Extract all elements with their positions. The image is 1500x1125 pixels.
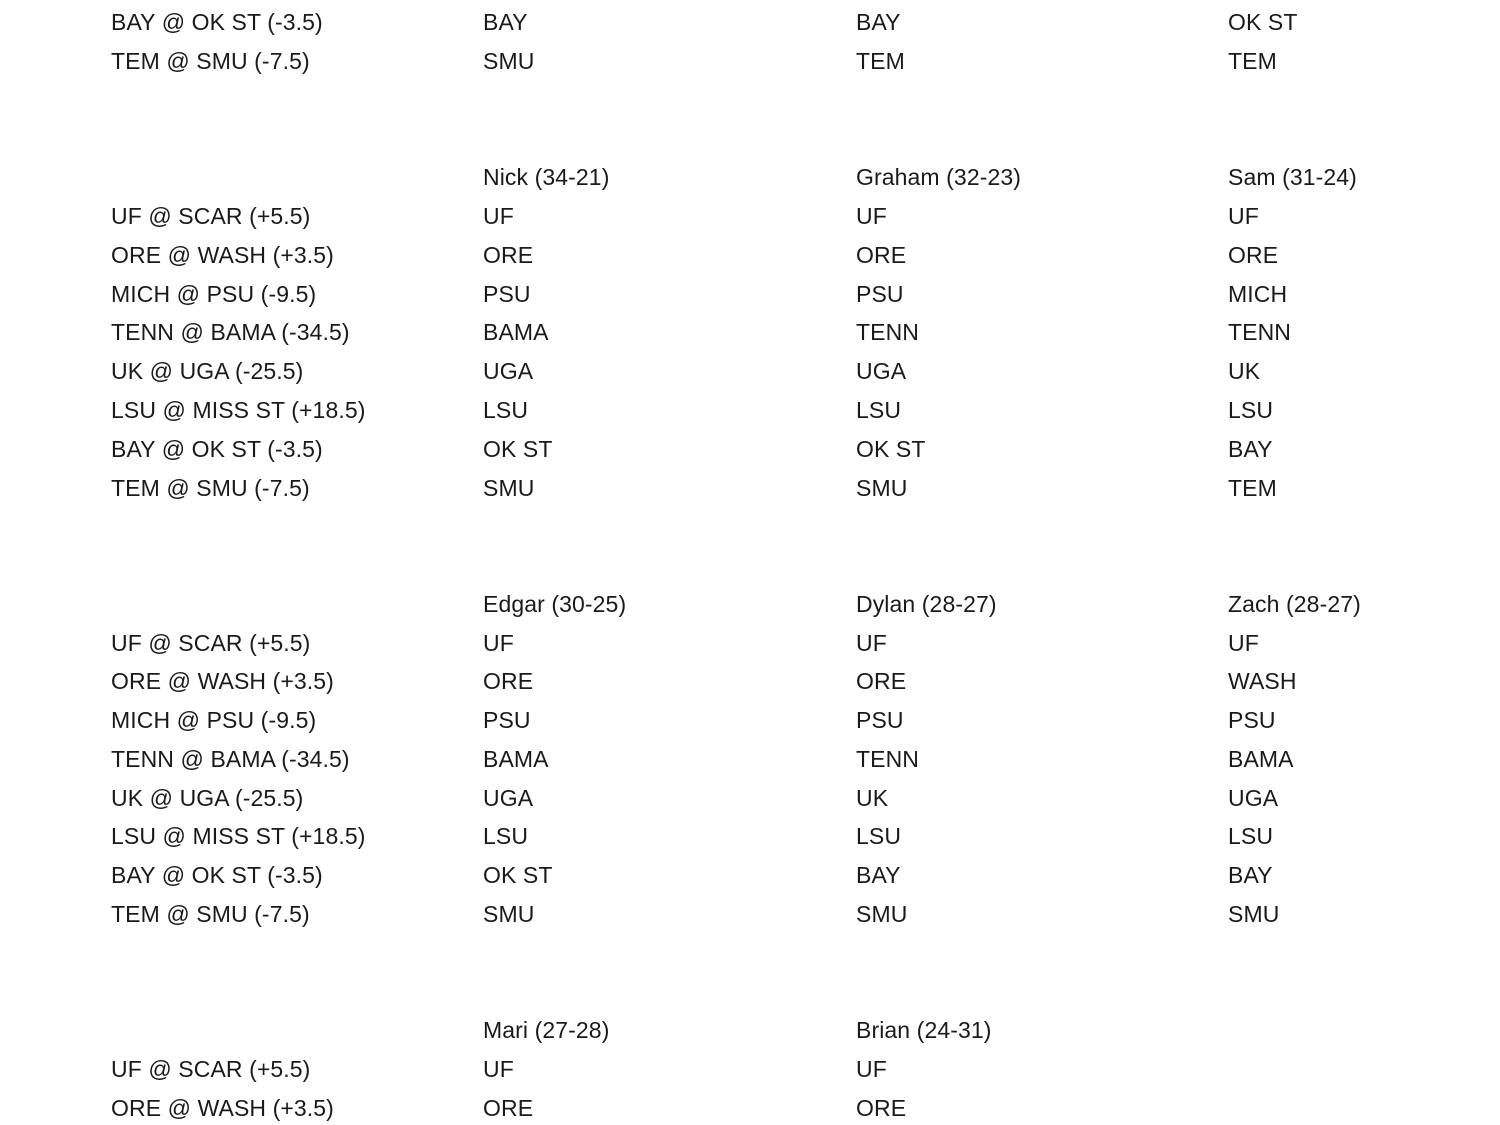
picker-header: Edgar (30-25) <box>483 591 627 617</box>
game-matchup: UK @ UGA (-25.5) <box>111 785 304 811</box>
picker-header: Sam (31-24) <box>1228 164 1357 190</box>
picker-header: Graham (32-23) <box>856 164 1022 190</box>
game-matchup: UK @ UGA (-25.5) <box>111 358 304 384</box>
pick-cell: UF <box>483 1056 514 1082</box>
game-matchup: TENN @ BAMA (-34.5) <box>111 319 350 345</box>
pick-cell: BAMA <box>483 319 549 345</box>
pick-cell: LSU <box>856 397 902 423</box>
pick-cell: ORE <box>856 1095 907 1121</box>
pick-cell: PSU <box>856 281 904 307</box>
game-matchup: TEM @ SMU (-7.5) <box>111 475 310 501</box>
picker-header: Brian (24-31) <box>856 1017 992 1043</box>
pick-cell: TENN <box>856 319 920 345</box>
pick-cell: MICH <box>1228 281 1288 307</box>
game-matchup: UF @ SCAR (+5.5) <box>111 203 311 229</box>
pick-cell: LSU <box>1228 397 1274 423</box>
game-matchup: TENN @ BAMA (-34.5) <box>111 746 350 772</box>
pick-cell: OK ST <box>483 862 553 888</box>
pick-cell: WASH <box>1228 668 1297 694</box>
pick-cell: LSU <box>483 397 529 423</box>
pick-cell: TEM <box>856 48 905 74</box>
pick-cell: ORE <box>483 668 534 694</box>
pick-cell: SMU <box>483 48 535 74</box>
pick-cell: PSU <box>483 707 531 733</box>
pick-cell: UK <box>1228 358 1261 384</box>
picker-header: Nick (34-21) <box>483 164 610 190</box>
pick-cell: SMU <box>856 901 908 927</box>
pick-cell: OK ST <box>1228 9 1298 35</box>
game-matchup: BAY @ OK ST (-3.5) <box>111 436 323 462</box>
game-matchup: LSU @ MISS ST (+18.5) <box>111 823 366 849</box>
pick-cell: UK <box>856 785 889 811</box>
pick-cell: UF <box>856 630 887 656</box>
game-matchup: TEM @ SMU (-7.5) <box>111 901 310 927</box>
pick-cell: LSU <box>483 823 529 849</box>
pick-cell: UGA <box>483 785 534 811</box>
pick-cell: UF <box>1228 203 1259 229</box>
game-matchup: MICH @ PSU (-9.5) <box>111 281 317 307</box>
pick-cell: SMU <box>1228 901 1280 927</box>
game-matchup: ORE @ WASH (+3.5) <box>111 1095 334 1121</box>
game-matchup: LSU @ MISS ST (+18.5) <box>111 397 366 423</box>
pick-cell: UF <box>483 203 514 229</box>
pick-cell: UGA <box>1228 785 1279 811</box>
pick-cell: SMU <box>483 475 535 501</box>
pick-cell: BAY <box>1228 436 1273 462</box>
pick-cell: UF <box>856 1056 887 1082</box>
pick-cell: BAY <box>856 9 901 35</box>
pick-cell: TEM <box>1228 475 1277 501</box>
pick-cell: PSU <box>856 707 904 733</box>
game-matchup: BAY @ OK ST (-3.5) <box>111 862 323 888</box>
pick-cell: ORE <box>483 1095 534 1121</box>
pick-cell: TEM <box>1228 48 1277 74</box>
pick-cell: TENN <box>856 746 920 772</box>
game-matchup: BAY @ OK ST (-3.5) <box>111 9 323 35</box>
pick-cell: ORE <box>856 668 907 694</box>
pick-cell: BAY <box>1228 862 1273 888</box>
pick-cell: ORE <box>856 242 907 268</box>
pick-cell: UGA <box>483 358 534 384</box>
pick-cell: UF <box>483 630 514 656</box>
pick-cell: BAMA <box>483 746 549 772</box>
game-matchup: ORE @ WASH (+3.5) <box>111 242 334 268</box>
pick-cell: UF <box>856 203 887 229</box>
pick-cell: ORE <box>1228 242 1279 268</box>
pick-cell: OK ST <box>483 436 553 462</box>
pick-cell: BAMA <box>1228 746 1294 772</box>
game-matchup: ORE @ WASH (+3.5) <box>111 668 334 694</box>
game-matchup: MICH @ PSU (-9.5) <box>111 707 317 733</box>
pick-cell: PSU <box>483 281 531 307</box>
pick-cell: BAY <box>856 862 901 888</box>
game-matchup: UF @ SCAR (+5.5) <box>111 1056 311 1082</box>
pick-cell: LSU <box>856 823 902 849</box>
picker-header: Mari (27-28) <box>483 1017 610 1043</box>
game-matchup: TEM @ SMU (-7.5) <box>111 48 310 74</box>
game-matchup: UF @ SCAR (+5.5) <box>111 630 311 656</box>
pick-cell: LSU <box>1228 823 1274 849</box>
picker-header: Dylan (28-27) <box>856 591 997 617</box>
pick-cell: UF <box>1228 630 1259 656</box>
pick-cell: ORE <box>483 242 534 268</box>
pick-cell: BAY <box>483 9 528 35</box>
pick-cell: OK ST <box>856 436 926 462</box>
pick-cell: PSU <box>1228 707 1276 733</box>
pick-cell: SMU <box>856 475 908 501</box>
picker-header: Zach (28-27) <box>1228 591 1361 617</box>
pick-cell: UGA <box>856 358 907 384</box>
pick-cell: TENN <box>1228 319 1292 345</box>
pick-cell: SMU <box>483 901 535 927</box>
